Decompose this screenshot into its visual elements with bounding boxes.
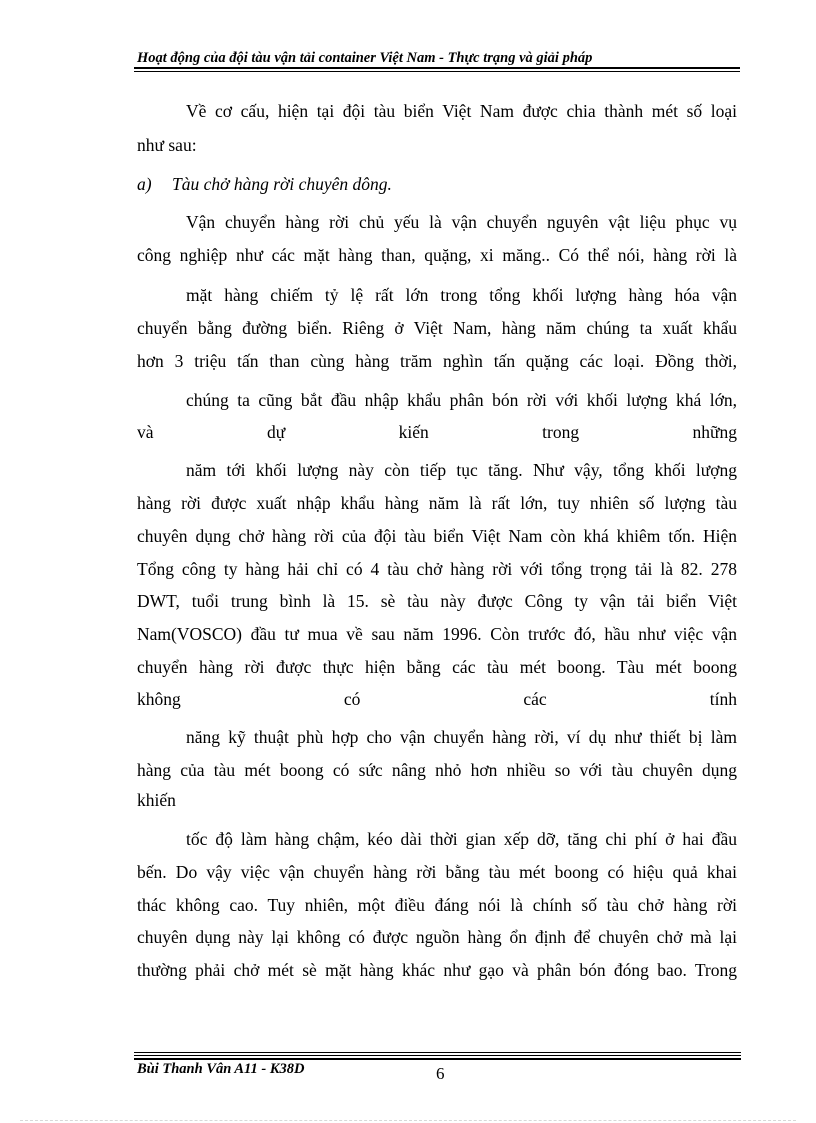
header-rule-thin [134, 71, 740, 72]
body-line: chuyển bằng đường biển. Riêng ở Việt Nam, hàng năm chúng ta xuất khẩu [137, 318, 737, 338]
footer-author: Bùi Thanh Vân A11 - K38D [137, 1061, 305, 1077]
running-header-title: Hoạt động của đội tàu vận tải container Việt Nam - Thực trạng và giải pháp [137, 50, 593, 66]
body-line: công nghiệp như các mặt hàng than, quặng, xi măng.. Có thể nói, hàng rời là [137, 245, 737, 265]
page-bottom-divider [20, 1120, 796, 1121]
body-line: hàng rời được xuất nhập khẩu hàng năm là rất lớn, tuy nhiên số lượng tàu [137, 493, 737, 513]
body-line: hàng của tàu mét boong có sức nâng nhỏ hơn nhiều so với tàu chuyên dụng [137, 760, 737, 780]
page-number: 6 [436, 1064, 445, 1083]
footer-rule-thick [134, 1058, 741, 1060]
body-line: chuyển hàng rời được thực hiện bằng các tàu mét boong. Tàu mét boong [137, 657, 737, 677]
body-line: Tổng công ty hàng hải chỉ có 4 tàu chở hàng rời với tổng trọng tải là 82. 278 [137, 559, 737, 579]
footer-rule [134, 1055, 741, 1056]
body-line: bến. Do vậy việc vận chuyển hàng rời bằng tàu mét boong có hiệu quả khai [137, 862, 737, 882]
body-line: năng kỹ thuật phù hợp cho vận chuyển hàng rời, ví dụ như thiết bị làm [186, 727, 737, 747]
body-line: và dự kiến trong những [137, 422, 737, 442]
body-line: hơn 3 triệu tấn than cùng hàng trăm nghìn tấn quặng các loại. Đồng thời, [137, 351, 737, 371]
body-line: DWT, tuổi trung bình là 15. sè tàu này được Công ty vận tải biển Việt [137, 591, 737, 611]
body-line: không có các tính [137, 689, 737, 709]
body-line: khiến [137, 790, 176, 810]
body-line: Vận chuyển hàng rời chủ yếu là vận chuyển nguyên vật liệu phục vụ [186, 212, 737, 232]
body-line: năm tới khối lượng này còn tiếp tục tăng. Như vậy, tổng khối lượng [186, 460, 737, 480]
body-line: chuyên dụng này lại không có được nguồn hàng ổn định để chuyên chở mà lại [137, 927, 737, 947]
body-line: thường phải chở mét sè mặt hàng khác như gạo và phân bón đóng bao. Trong [137, 960, 737, 980]
body-line: chuyên dụng chở hàng rời của đội tàu biển Việt Nam còn khá khiêm tốn. Hiện [137, 526, 737, 546]
body-line: Về cơ cấu, hiện tại đội tàu biển Việt Nam được chia thành mét số loại [186, 101, 737, 121]
body-line: thác không cao. Tuy nhiên, một điều đáng nói là chính số tàu chở hàng rời [137, 895, 737, 915]
section-heading-mark: a) [137, 174, 152, 194]
body-line: chúng ta cũng bắt đầu nhập khẩu phân bón rời với khối lượng khá lớn, [186, 390, 737, 410]
body-line: như sau: [137, 135, 197, 155]
body-line: Nam(VOSCO) đầu tư mua về sau năm 1996. Còn trước đó, hầu như việc vận [137, 624, 737, 644]
body-line: tốc độ làm hàng chậm, kéo dài thời gian xếp dỡ, tăng chi phí ở hai đầu [186, 829, 737, 849]
section-heading: Tàu chở hàng rời chuyên dông. [172, 174, 392, 194]
header-rule [134, 67, 740, 69]
footer-rule [134, 1052, 741, 1053]
body-line: mặt hàng chiếm tỷ lệ rất lớn trong tổng khối lượng hàng hóa vận [186, 285, 737, 305]
